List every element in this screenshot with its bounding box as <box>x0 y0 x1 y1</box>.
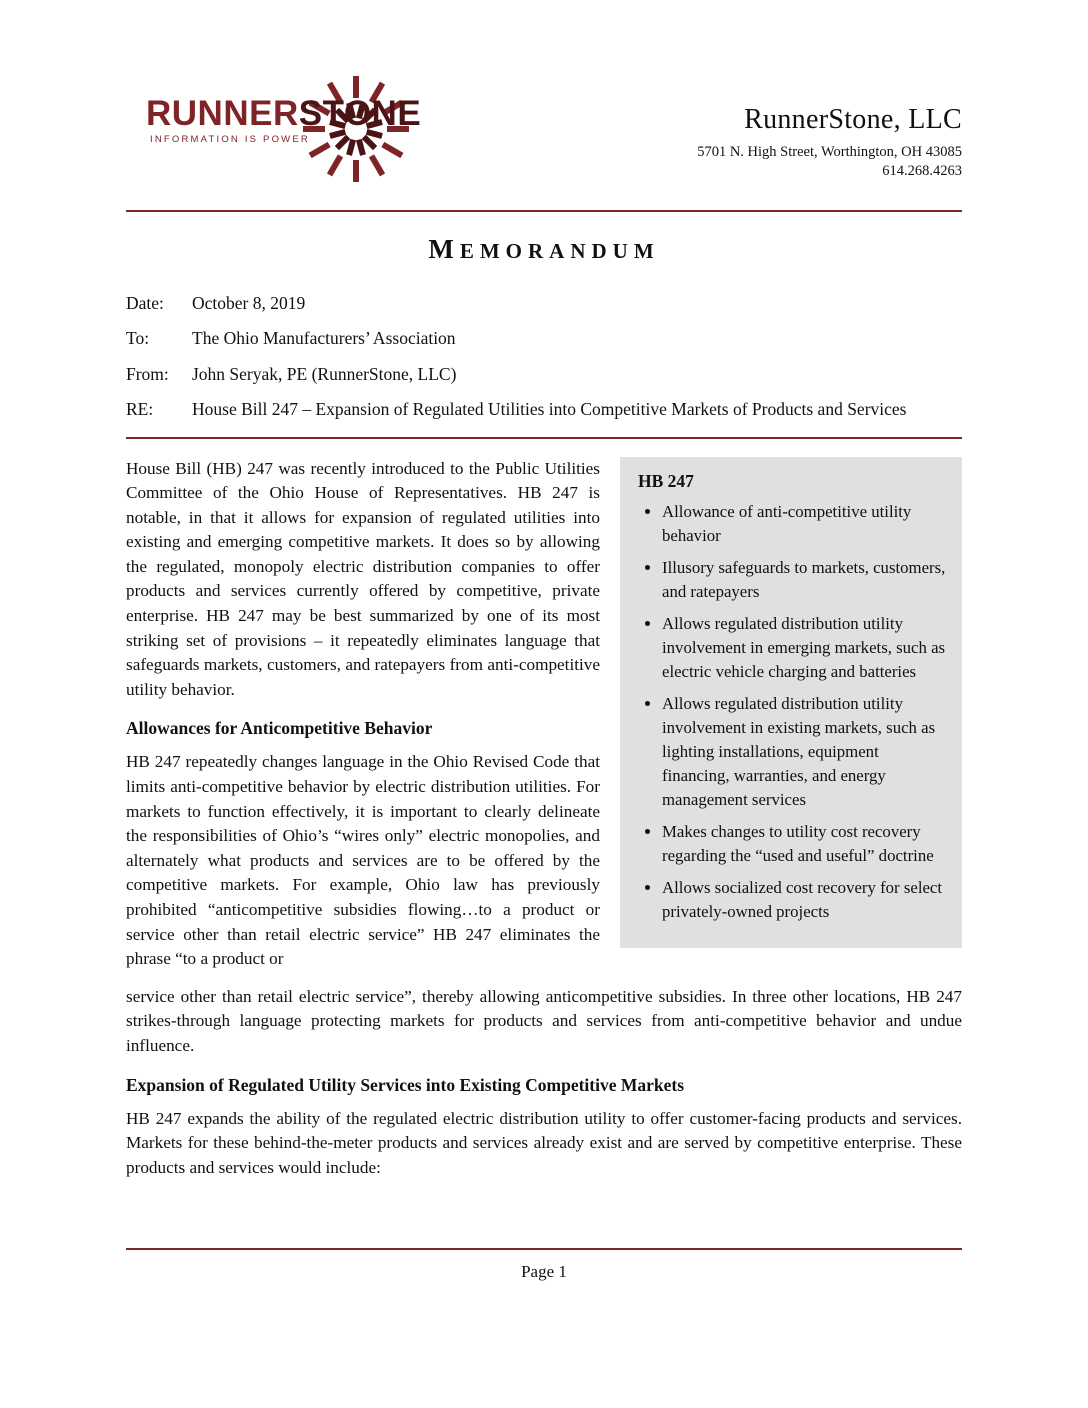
memo-field-to <box>126 326 962 351</box>
company-logo <box>126 62 436 182</box>
paragraph-allowances-part1: HB 247 repeatedly changes language in the Ohio Revised Code that limits anti-competitive behavior by electric distribution utilities. For markets to function effectively, it is important to clearly delineate the responsibilities of Ohio’s “wires only” electric monopolies, and alternately what products and services are to be offered by the competitive markets. For example, Ohio law has previously prohibited “anticompetitive subsidies flowing…to a product or service other than retail electric service” HB 247 eliminates the phrase “to a product or <box>126 752 600 969</box>
memo-field-value: House Bill 247 – Expansion of Regulated Utilities into Competitive Markets of Products and Services <box>192 399 907 420</box>
list-item: • Makes changes to utility cost recovery regarding the “used and useful” doctrine <box>662 820 946 868</box>
logo-word-runner: RUNNER <box>146 94 299 133</box>
footer-divider <box>126 1248 962 1250</box>
list-item: • Allows regulated distribution utility involvement in emerging markets, such as electric vehicle charging and batteries <box>662 612 946 684</box>
memo-field-value: John Seryak, PE (RunnerStone, LLC) <box>192 363 457 384</box>
logo-wordmark <box>146 94 421 134</box>
sidebar-list <box>636 500 946 924</box>
page-title: MEMORANDUM <box>428 234 660 264</box>
company-info <box>532 62 962 180</box>
logo-word-stone: STONE <box>298 94 422 133</box>
memo-field-date <box>126 291 962 316</box>
memo-field-label: From: <box>126 363 169 384</box>
meta-divider <box>126 437 962 439</box>
list-item: • Illusory safeguards to markets, customers, and ratepayers <box>662 556 946 604</box>
section-heading-allowances: Allowances for Anticompetitive Behavior <box>126 718 433 739</box>
company-address: 5701 N. High Street, Worthington, OH 43085 <box>697 144 962 160</box>
memo-field-re <box>126 397 962 422</box>
body-section <box>126 457 962 1194</box>
company-phone: 614.268.4263 <box>882 163 962 179</box>
memo-field-value: October 8, 2019 <box>192 293 306 313</box>
letterhead <box>126 62 962 202</box>
paragraph-allowances-part2: service other than retail electric service”, thereby allowing anticompetitive subsidies. In three other locations, HB 247 strikes-through language protecting markets for products and services from anti-competitive behavior and undue influence. <box>126 986 962 1055</box>
list-item: • Allowance of anti-competitive utility behavior <box>662 500 946 548</box>
section-heading-expansion: Expansion of Regulated Utility Services into Existing Competitive Markets <box>126 1074 685 1095</box>
memo-field-from <box>126 362 962 387</box>
paragraph-intro: House Bill (HB) 247 was recently introduced to the Public Utilities Committee of the Ohio House of Representatives. HB 247 is notable, in that it allows for expansion of regulated utilities into existing and emerging competitive markets. It does so by allowing the regulated, monopoly electric distribution companies to offer products and services currently offered by competitive, private enterprise. HB 247 may be best summarized by one of its most striking set of provisions – it repeatedly eliminates language that safeguards markets, customers, and ratepayers from anti-competitive utility behavior. <box>126 458 600 699</box>
memo-field-label: RE: <box>126 399 154 420</box>
company-name: RunnerStone, LLC <box>744 104 962 135</box>
memo-field-label: Date: <box>126 293 164 313</box>
memo-field-label: To: <box>126 328 150 349</box>
memo-field-value: The Ohio Manufacturers’ Association <box>192 328 456 349</box>
sidebar-title: HB 247 <box>638 470 694 491</box>
page-content <box>126 62 962 1193</box>
paragraph-expansion: HB 247 expands the ability of the regulated electric distribution utility to offer customer-facing products and services. Markets for these behind-the-meter products and services already exist and are served by competitive enterprise. These products and services would include: <box>126 1108 962 1177</box>
list-item: • Allows regulated distribution utility involvement in existing markets, such as lighting installations, equipment financing, warranties, and energy management services <box>662 692 946 812</box>
list-item: • Allows socialized cost recovery for select privately-owned projects <box>662 876 946 924</box>
memo-fields <box>126 291 962 423</box>
page-footer <box>126 1248 962 1282</box>
header-divider <box>126 210 962 212</box>
sidebar-callout-hb247 <box>620 457 962 948</box>
page-number: Page 1 <box>521 1262 567 1281</box>
logo-tagline: INFORMATION IS POWER <box>150 134 310 145</box>
